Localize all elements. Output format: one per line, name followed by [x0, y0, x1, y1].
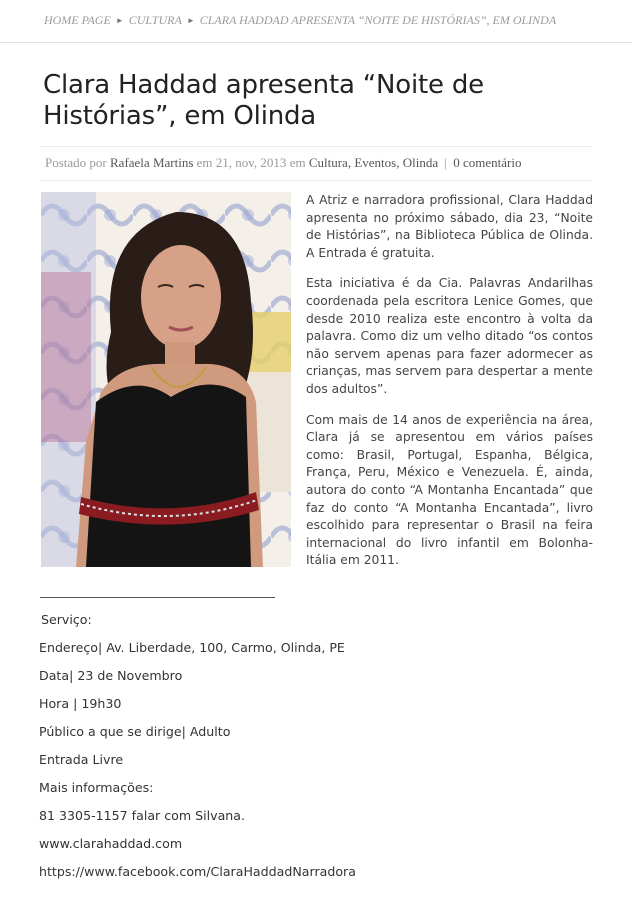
category-in-label: em [289, 155, 306, 170]
breadcrumb-current: CLARA HADDAD APRESENTA “NOITE DE HISTÓRIAS”, EM OLINDA [199, 13, 557, 27]
service-heading: Serviço: [41, 612, 92, 627]
meta-divider-top [40, 146, 592, 147]
paragraph: A Atriz e narradora profissional, Clara Haddad apresenta no próximo sábado, dia 23, “Noite de Histórias”, na Biblioteca Pública de Olinda. A Entrada é gratuita. [306, 193, 593, 260]
service-more-info: Mais informações: [39, 780, 154, 795]
header-divider [0, 42, 632, 43]
meta-divider-bottom [40, 180, 592, 181]
service-entry: Entrada Livre [39, 752, 124, 767]
portrait-image [41, 192, 291, 567]
separator-line [40, 597, 275, 598]
comments-link[interactable]: 0 comentário [453, 155, 522, 170]
service-website[interactable]: www.clarahaddad.com [39, 836, 183, 851]
service-time: Hora | 19h30 [39, 696, 122, 711]
breadcrumb-home-link[interactable]: HOME PAGE [44, 13, 111, 27]
service-facebook[interactable]: https://www.facebook.com/ClaraHaddadNarradora [39, 864, 356, 879]
chevron-right-icon: ► [186, 16, 195, 25]
article-photo [41, 192, 291, 567]
paragraph: Esta iniciativa é da Cia. Palavras Andarilhas coordenada pela escritora Lenice Gomes, que desde 2010 realiza este encontro à volta da palavra. Como diz um velho ditado “os contos não servem apenas para fazer adormecer as crianças, mas servem para despertar a mente dos adultos”. [306, 276, 593, 396]
chevron-right-icon: ► [115, 16, 124, 25]
article-title: Clara Haddad apresenta “Noite de Histórias”, em Olinda [43, 70, 484, 131]
author-link[interactable]: Rafaela Martins [110, 155, 194, 170]
service-address: Endereço| Av. Liberdade, 100, Carmo, Olinda, PE [39, 640, 345, 655]
service-info [39, 612, 356, 892]
category-link-olinda[interactable]: Olinda [402, 155, 439, 170]
category-link-eventos[interactable]: Eventos [354, 155, 397, 170]
post-meta: Postado por Rafaela Martins em 21, nov, 2013 em Cultura, Eventos, Olinda | 0 comentário [45, 155, 522, 170]
service-phone: 81 3305-1157 falar com Silvana. [39, 808, 245, 823]
category-link-cultura[interactable]: Cultura [308, 155, 348, 170]
service-date: Data| 23 de Novembro [39, 668, 183, 683]
service-audience: Público a que se dirige| Adulto [39, 724, 231, 739]
breadcrumb-category-link[interactable]: CULTURA [128, 13, 182, 27]
breadcrumb [44, 13, 556, 28]
paragraph: Com mais de 14 anos de experiência na área, Clara já se apresentou em vários países como: Brasil, Portugal, Espanha, Bélgica, França, Peru, México e Venezuela. É, ainda, autora do conto “A Montanha Encantada” que faz do conto “A Montanha Encantada”, livro escolhido para representar o Brasil na feira internacional do livro infantil em Bolonha-Itália em 2011. [306, 412, 593, 568]
date-on-label: em [196, 155, 213, 170]
post-date: 21, nov, 2013 [215, 155, 287, 170]
article-body [306, 192, 593, 583]
posted-by-label: Postado por [45, 155, 107, 170]
